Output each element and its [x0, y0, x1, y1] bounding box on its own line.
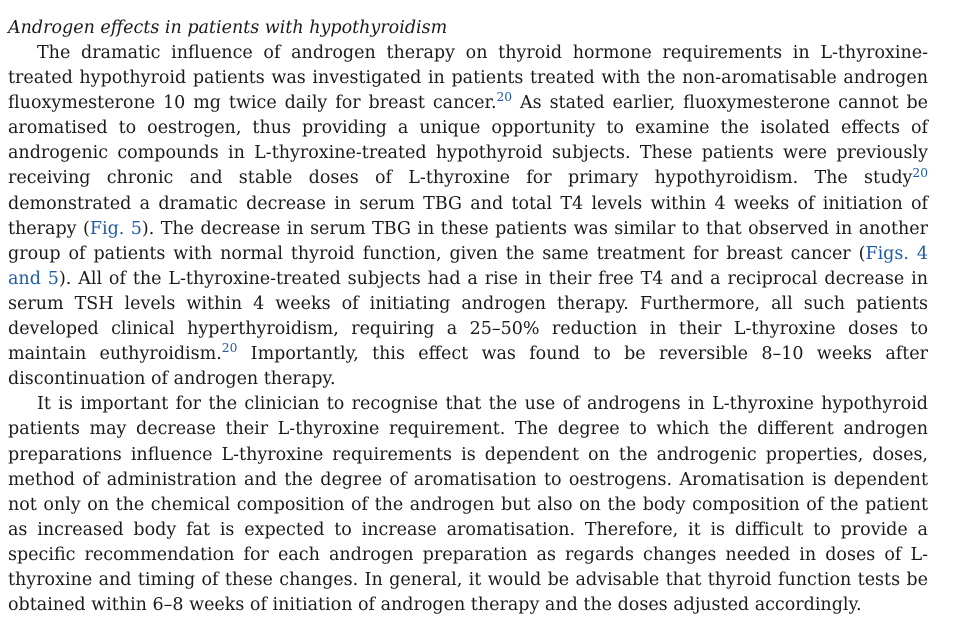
figure-link[interactable]: Figs. 4 and 5	[8, 243, 928, 289]
citation-link[interactable]: 20	[221, 341, 238, 356]
section-heading: Androgen effects in patients with hypothyroidism	[8, 18, 448, 38]
paragraph-text: As stated earlier, fluoxymesterone cannot be aromatised to oestrogen, thus providing a unique opportunity to examine the isolated effects of androgenic compounds in L-thyroxine-treated hypothyroid subjects. These patients were previously receiving chronic and stable doses of L-thyroxine for primary hypothyroidism. The study	[8, 93, 928, 189]
citation-link[interactable]: 20	[496, 90, 513, 105]
paragraph-2: It is important for the clinician to recognise that the use of androgens in L-thyroxine hypothyroid patients may decrease their L-thyroxine requirement. The degree to which the different androgen preparations influence L-thyroxine requirements is dependent on the androgenic properties, doses, method of administration and the degree of aromatisation to oestrogens. Aromatisation is dependent not only on the chemical composition of the androgen but also on the body composition of the patient as increased body fat is expected to increase aromatisation. Therefore, it is difficult to provide a specific recommendation for each androgen preparation as regards changes needed in doses of L-thyroxine and timing of these changes. In general, it would be advisable that thyroid function tests be obtained within 6–8 weeks of initiation of androgen therapy and the doses adjusted accordingly.	[8, 394, 928, 616]
citation-link[interactable]: 20	[912, 165, 928, 180]
paragraph-text: ). All of the L-thyroxine-treated subjects had a rise in their free T4 and a reciprocal decrease in serum TSH levels within 4 weeks of initiating androgen therapy. Furthermore, all such patients developed clinical hyperthyroidism, requiring a 25–50% reduction in their L-thyroxine doses to maintain euthyroidism.	[8, 268, 928, 365]
paragraph-text: The dramatic influence of androgen therapy on thyroid hormone requirements in L-thyroxine-treated hypothyroid patients was investigated in patients treated with the non-aromatisable androgen fluoxymesterone 10 mg twice daily for breast cancer.	[8, 43, 928, 114]
paragraph-text: Importantly, this effect was found to be reversible 8–10 weeks after discontinuation of androgen therapy.	[8, 344, 928, 390]
paragraph-1	[8, 41, 928, 392]
figure-link[interactable]: Fig. 5	[89, 218, 142, 239]
paragraph-text: demonstrated a dramatic decrease in serum TBG and total T4 levels within 4 weeks of initiation of therapy (	[8, 193, 928, 239]
paragraph-text: ). The decrease in serum TBG in these patients was similar to that observed in another group of patients with normal thyroid function, given the same treatment for breast cancer (	[8, 218, 928, 264]
